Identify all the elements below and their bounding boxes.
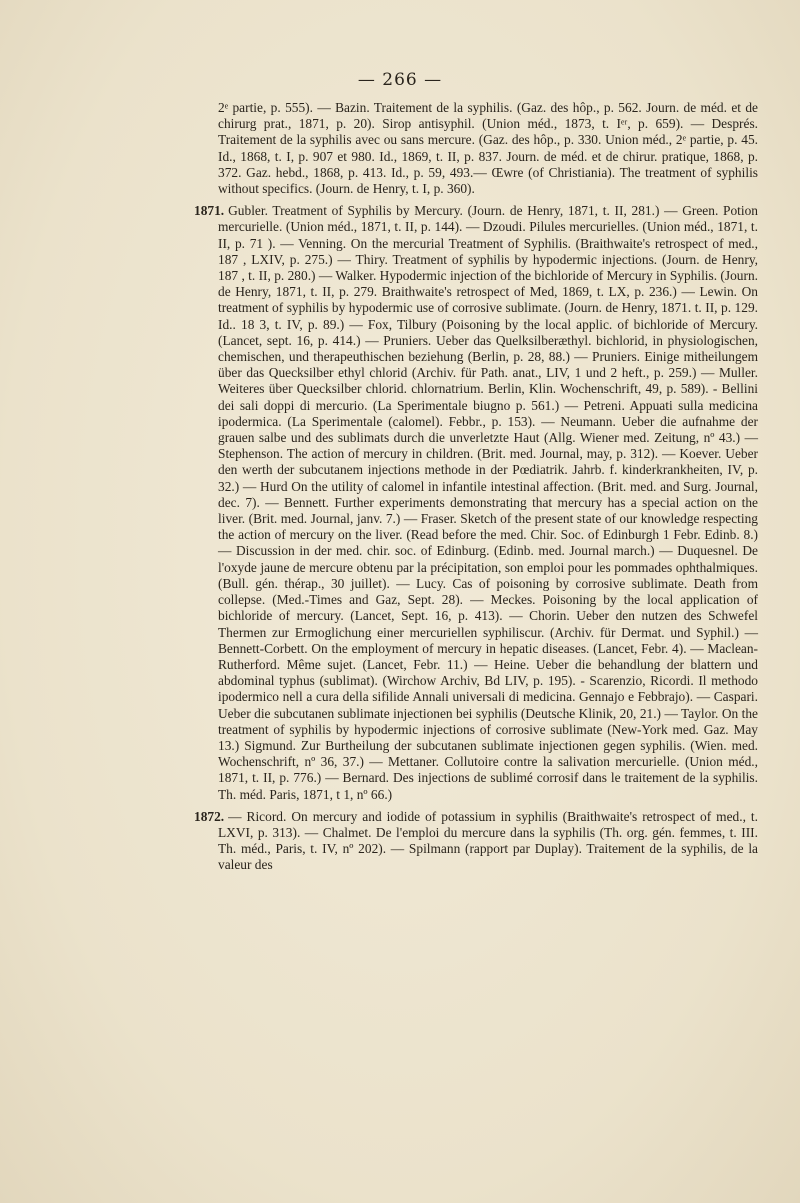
- entry-text: Gubler. Treatment of Syphilis by Mercury. (Journ. de Henry, 1871, t. II, 281.) — Green. Potion mercurielle. (Union méd., 1871, t. II, p. 144). — Dzoudi. Pilules mercurielles. (Union méd., 1871, t. II, p. 71 ). — Venning. On the mercurial Treatment of Syphilis. (Braithwaite's retrospect of med., 187 , LXIV, p. 275.) — Thiry. Treatment of syphilis by hypodermic injections. (Journ. de Henry, 187 , t. II, p. 280.) — Walker. Hypodermic injection of the bichloride of Mercury in Syphilis. (Journ. de Henry, 1871, t. II, p. 279. Braithwaite's retrospect of Med, 1869, t. LX, p. 236.) — Lewin. On treatment of syphilis by hypodermic use of corrosive sublimate. (Journ. de Henry, 1871. t. II, p. 129. Id.. 18 3, t. IV, p. 89.) — Fox, Tilbury (Poisoning by the local applic. of bichloride of Mercury. (Lancet, sept. 16, p. 414.) — Pruniers. Ueber das Quelksilberæthyl. bichlorid, in physiologischen, chemischen, und therapeuthischen beziehung (Berlin, p. 28, 88.) — Pruniers. Einige mitheilungem über das Quecksilber ethyl chlorid (Archiv. für Path. anat., LIV, 1 und 2 heft., p. 259.) — Muller. Weiteres über Quecksilber chlorid. chlornatrium. Berlin, Klin. Wochenschrift, 49, p. 589). - Bellini dei sali doppi di mercurio. (La Sperimentale biugno p. 561.) — Petreni. Appuati sulla medicina ipodermica. (La Sperimentale (calomel). Febbr., p. 153). — Neumann. Ueber die aufnahme der grauen salbe und des sublimats durch die unverletzte Haut (Allg. Wiener med. Zeitung, nº 43.) — Stephenson. The action of mercury in children. (Brit. med. Journal, may, p. 312). — Koever. Ueber den werth der subcutanem injections methode in der Pœdiatrik. Jahrb. f. kinderkrankheiten, IV, p. 32.) — Hurd On the utility of calomel in infantile intestinal affection. (Brit. med. and Surg. Journal, dec. 7). — Bennett. Further experiments demonstrating that mercury has a special action on the liver. (Brit. med. Journal, janv. 7.) — Fraser. Sketch of the present state of our knowledge respecting the action of mercury on the liver. (Read before the med. Chir. Soc. of Edinburgh 1 Febr. Edinb. 8.) — Discussion in der med. chir. soc. of Edinburg. (Edinb. med. Journal march.) — Duquesnel. De l'oxyde jaune de mercure obtenu par la précipitation, son emploi pour les pommades ophthalmiques. (Bull. gén. thérap., 30 juillet). — Lucy. Cas of poisoning by corrosive sublimate. Death from collepse. (Med.-Times and Gaz, Sept. 28). — Meckes. Poisoning by the local application of bichloride of mercury. (Lancet, Sept. 16, p. 413). — Chorin. Ueber den nutzen des Schwefel Thermen zur Ermoglichung einer mercuriellen syphiliscur. (Archiv. für Dermat. und Syphil.) — Bennett-Corbett. On the employment of mercury in hepatic diseases. (Lancet, Febr. 4). — Maclean-Rutherford. Même sujet. (Lancet, Febr. 11.) — Heine. Ueber die behandlung der blattern und abdominal typhus (sublimat). (Wirchow Archiv, Bd LIV, p. 195). - Scarenzio, Ricordi. Il methodo ipodermico nell a cura della sifilide Annali universali di medicina. Gennajo e Febbrajo). — Caspari. Ueber die subcutanen sublimate injectionen bei syphilis (Deutsche Klinik, 20, 21.) — Taylor. On the treatment of syphilis by hypodermic injections of corrosive sublimate (New-York med. Gaz. May 13.) Sigmund. Zur Burtheilung der subcutanen sublimate injectionen gegen syphilis. (Wien. med. Wochenschrift, nº 36, 37.) — Mettaner. Collutoire contre la salivation mercurielle. (Union méd., 1871, t. II, p. 776.) — Bernard. Des injections de sublimé corrosif dans le traitement de la syphilis. Th. méd. Paris, 1871, t 1, nº 66.): [218, 203, 758, 802]
- page-number: — 266 —: [357, 70, 443, 90]
- entry-year: 1872.: [194, 808, 225, 824]
- entry-year: 1871.: [194, 203, 225, 219]
- entry-1872: [194, 808, 758, 874]
- entry-text: 2ᵉ partie, p. 555). — Bazin. Traitement de la syphilis. (Gaz. des hôp., p. 562. Journ. de méd. et de chirurg prat., 1871, p. 20). Sirop antisyphil. (Union méd., 1873, t. Iᵉʳ, p. 659). — Després. Traitement de la syphilis avec ou sans mercure. (Gaz. des hôp., p. 330. Union méd., 2ᵉ partie, p. 45. Id., 1868, t. I, p. 907 et 980. Id., 1869, t. II, p. 837. Journ. de méd. et de chirur. pratique, 1868, p. 372. Gaz. hebd., 1868, p. 413. Id., p. 59, 493.— Œwre (of Christiania). The treatment of syphilis without specifics. (Journ. de Henry, t. I, p. 360).: [218, 100, 758, 197]
- entry-text: — Ricord. On mercury and iodide of potassium in syphilis (Braithwaite's retrospect of med., t. LXVI, p. 313). — Chalmet. De l'emploi du mercure dans la syphilis (Th. org. gén. femmes, t. III. Th. méd., Paris, t. IV, nº 202). — Spilmann (rapport par Duplay). Traitement de la syphilis, de la valeur des: [218, 808, 758, 873]
- entry-1871: [194, 203, 758, 803]
- entry-continuation: [218, 100, 758, 197]
- bibliography-text: [194, 100, 758, 880]
